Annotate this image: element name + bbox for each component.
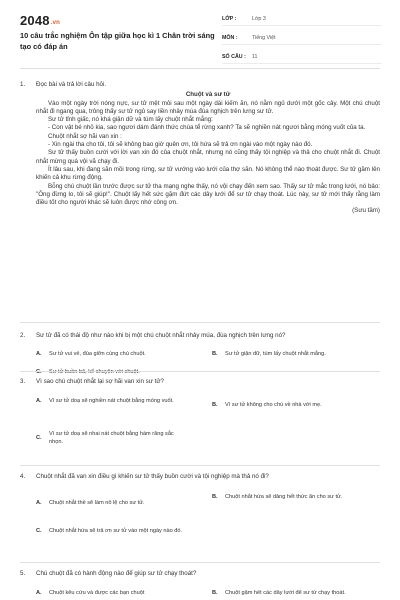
option-letter: A. xyxy=(36,398,42,404)
question-4 xyxy=(20,473,380,481)
option-text: Chuột nhắt hứa sẽ trả ơn sư tử vào một ngày nào đó. xyxy=(49,528,183,534)
logo-text: 2048 xyxy=(20,13,50,28)
logo-suffix: .vn xyxy=(50,20,61,26)
passage-paragraph: - Xin ngài tha cho tôi, tôi sẽ không bao giờ quên ơn, tôi hứa sẽ trả ơn ngài vào một ngày nào đó. xyxy=(48,141,313,149)
option-text: Vì sư tử doạ sẽ nhai nát chuột bằng hàm răng sắc nhọn. xyxy=(49,431,174,445)
answer-options xyxy=(36,351,376,381)
question-prompt: Chú chuột đã có hành động nào để giúp sư tử chạy thoát? xyxy=(36,570,197,577)
question-5 xyxy=(20,570,380,578)
meta-value: Lớp 3 xyxy=(252,16,266,22)
question-divider xyxy=(20,371,380,372)
answer-option-a[interactable] xyxy=(36,351,206,359)
question-prompt: Vì sao chú chuột nhắt lại sợ hãi van xin sư tử? xyxy=(36,378,164,385)
question-prompt: Chuột nhắt đã van xin điều gì khiến sư tử thấy buồn cười và tội nghiệp mà thả nó đi? xyxy=(36,473,269,480)
passage-paragraph: Vào một ngày trời nóng nực, sư tử mệt mỏi sau một ngày dài kiếm ăn, nó nằm ngủ dưới một gốc cây. Một chú chuột nhắt đi ngang qua, trông thấy sư tử ngủ say liền nhảy múa đùa nghịch trên lưng sư tử. xyxy=(36,99,380,115)
reading-passage xyxy=(36,91,380,215)
meta-row-subject xyxy=(222,32,382,45)
meta-label: MÔN : xyxy=(222,35,238,41)
header-divider xyxy=(20,68,380,69)
meta-label: LỚP : xyxy=(222,16,237,22)
option-text: Sư tử buồn bã, kể chuyện với chuột. xyxy=(49,369,140,375)
answer-option-a[interactable] xyxy=(36,500,206,508)
question-number: 3. xyxy=(20,378,26,385)
site-logo[interactable] xyxy=(20,13,60,28)
passage-paragraph: Bỗng chú chuột lần trước được sư tử tha mạng nghe thấy, nó vội chạy đến xem sao. Thấy sư tử mắc trong lưới, nó bảo: "Ông đừng lo, tôi sẽ giúp!". Chuột lấy hết sức gặm đứt các dây lưới để sư tử chạy thoát. Lúc này, sư tử mới thấy rằng làm điều tốt cho người khác sẽ luôn được nhớ công ơn. xyxy=(36,182,380,207)
option-text: Chuột kêu cứu và được các bạn chuột xyxy=(49,590,145,596)
option-text: Sư tử vui vẻ, đùa giỡn cùng chú chuột. xyxy=(49,351,146,357)
option-text: Chuột nhắt thề sẽ làm nô lệ cho sư tử. xyxy=(49,500,145,506)
option-text: Chuột nhắt hứa sẽ dâng hết thức ăn cho sư tử. xyxy=(225,494,343,500)
question-number: 2. xyxy=(20,332,26,339)
option-letter: B. xyxy=(212,351,218,357)
answer-option-b[interactable] xyxy=(212,590,376,598)
passage-paragraph: - Con vật bé nhỏ kia, sao ngươi dám đánh thức chúa tể rừng xanh? Ta sẽ nghiền nát ngươi bằng móng vuốt của ta. xyxy=(48,124,366,132)
question-prompt: Sư tử đã có thái độ như nào khi bị một chú chuột nhắt nhảy múa, đùa nghịch trên lưng nó? xyxy=(36,332,286,339)
question-3 xyxy=(20,378,380,386)
option-letter: C. xyxy=(36,369,42,375)
answer-option-a[interactable] xyxy=(36,398,206,406)
document-meta xyxy=(222,13,382,70)
answer-option-b[interactable] xyxy=(212,351,376,359)
question-prompt: Đọc bài và trả lời câu hỏi. xyxy=(36,81,107,88)
option-letter: C. xyxy=(36,528,42,534)
passage-paragraph: Sư tử tỉnh giấc, nó khá giận dữ và túm lấy chuột nhắt mắng: xyxy=(48,116,213,124)
option-letter: B. xyxy=(212,590,218,596)
option-letter: B. xyxy=(212,402,218,408)
question-number: 5. xyxy=(20,570,26,577)
question-number: 1. xyxy=(20,81,26,88)
option-text: Sư tử giận dữ, túm lấy chuột nhắt mắng. xyxy=(225,351,326,357)
passage-title: Chuột và sư tử xyxy=(185,91,231,99)
answer-option-c[interactable] xyxy=(36,528,206,536)
option-text: Vì sư tử không cho chú về nhà với mẹ. xyxy=(225,402,322,408)
option-text: Chuột gặm hết các dây lưới để sư tử chạy thoát. xyxy=(225,590,346,596)
answer-option-c[interactable] xyxy=(36,431,206,446)
option-letter: A. xyxy=(36,500,42,506)
question-divider xyxy=(20,322,380,323)
option-letter: B. xyxy=(212,494,218,500)
meta-row-count xyxy=(222,51,382,64)
passage-source: (Sưu tầm) xyxy=(352,207,380,215)
question-2 xyxy=(20,332,380,340)
answer-options xyxy=(36,590,376,600)
option-letter: A. xyxy=(36,590,42,596)
answer-option-b[interactable] xyxy=(212,494,376,502)
question-divider xyxy=(20,465,380,466)
answer-options xyxy=(36,398,376,453)
meta-value: Tiếng Việt xyxy=(252,35,276,41)
question-divider xyxy=(20,562,380,563)
answer-options xyxy=(36,492,376,550)
passage-paragraph: Sư tử thấy buồn cười với lời van xin đó của chuột nhắt, nhưng nó cũng thấy tội nghiệp và thả cho chuột nhắt đi. Chuột nhắt mừng quá vội vã chạy đi. xyxy=(36,149,380,165)
question-number: 4. xyxy=(20,473,26,480)
option-letter: C. xyxy=(36,434,42,441)
answer-option-a[interactable] xyxy=(36,590,206,598)
question-1 xyxy=(20,81,380,216)
option-letter: A. xyxy=(36,351,42,357)
option-text: Vì sư tử doạ sẽ nghiền nát chuột bằng móng vuốt. xyxy=(49,398,174,404)
meta-label: SỐ CÂU : xyxy=(222,54,246,60)
passage-paragraph: Ít lâu sau, khi đang săn mồi trong rừng, sư tử vướng vào lưới của thợ săn. Nó không thể nào thoát được. Sư tử gầm lên khiến cả khu rừng động. xyxy=(36,165,380,182)
answer-option-b[interactable] xyxy=(212,402,376,410)
meta-value: 11 xyxy=(252,54,258,60)
meta-row-class xyxy=(222,13,382,26)
document-title: 10 câu trắc nghiệm Ôn tập giữa học kì 1 Chân trời sáng tạo có đáp án xyxy=(20,31,215,51)
passage-paragraph: Chuột nhắt sợ hãi van xin : xyxy=(48,132,122,140)
